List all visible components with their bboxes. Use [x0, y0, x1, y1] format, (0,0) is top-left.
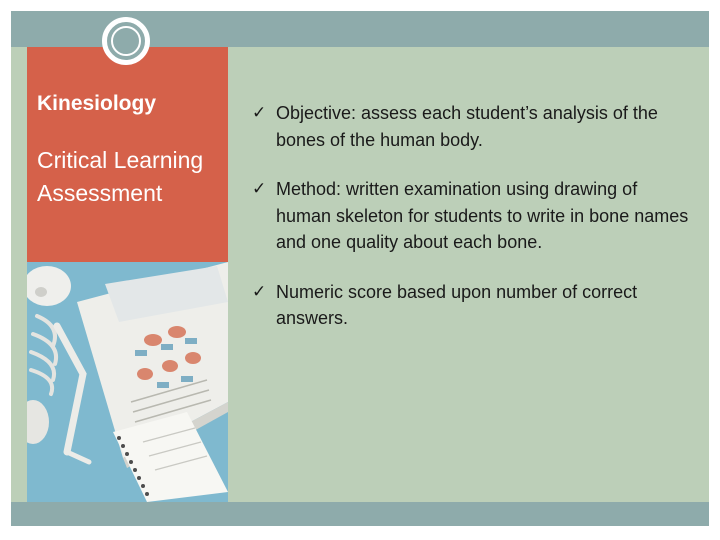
bullet-score — [252, 279, 697, 332]
bullet-text: Numeric score based upon number of correct answers. — [276, 281, 638, 328]
circle-ornament-icon — [102, 17, 150, 65]
bottom-strip — [11, 502, 709, 526]
skeleton-textbook-photo — [27, 262, 228, 502]
check-icon: ✓ — [252, 281, 267, 301]
bullet-text: Objective: assess each student’s analysis of the bones of the human body. — [276, 103, 658, 150]
bullet-text: Method: written examination using drawing of human skeleton for students to write in bone names and one quality about each bone. — [276, 179, 689, 252]
bullet-objective — [252, 100, 697, 153]
sidebar-subtitle: Critical Learning Assessment — [37, 147, 204, 206]
check-icon: ✓ — [252, 103, 267, 122]
check-icon: ✓ — [252, 179, 267, 198]
bullet-method — [252, 176, 697, 256]
sidebar-title: Kinesiology — [37, 92, 157, 115]
bullet-list — [252, 100, 697, 355]
